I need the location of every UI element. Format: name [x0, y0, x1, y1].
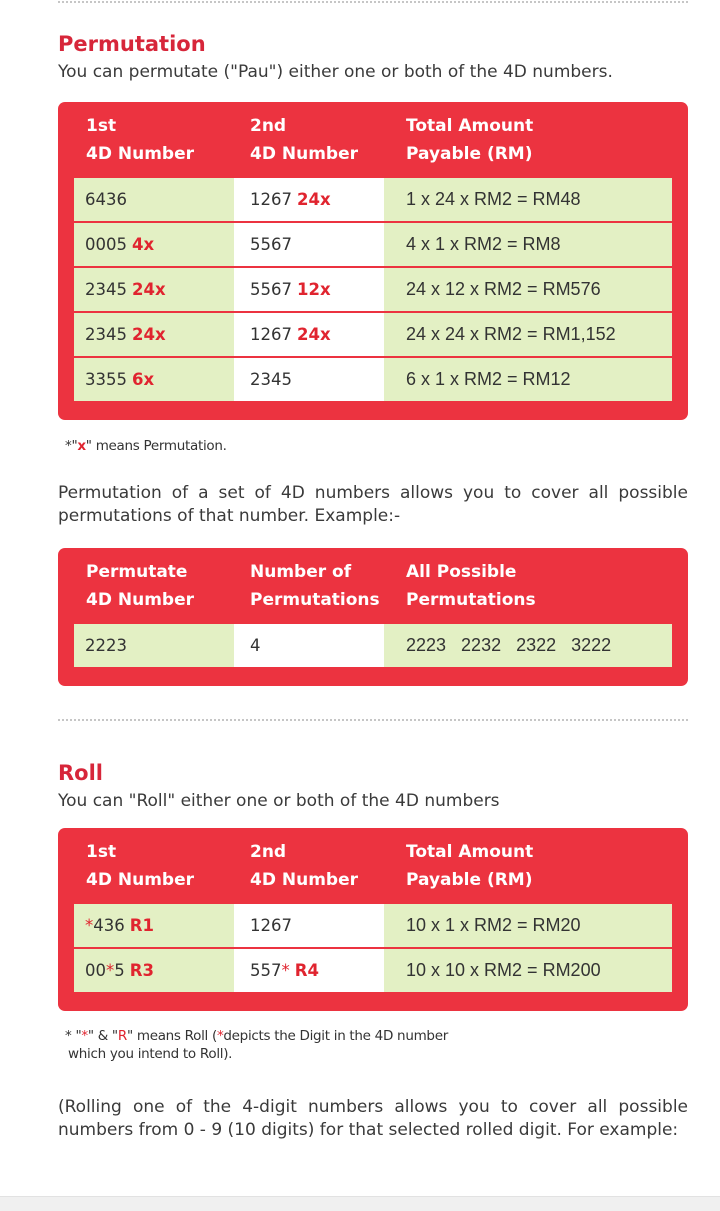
total-cell: 24 x 24 x RM2 = RM1,152	[384, 313, 672, 356]
total-cell: 10 x 1 x RM2 = RM20	[384, 904, 672, 947]
total-cell: 4 x 1 x RM2 = RM8	[384, 223, 672, 266]
permutation-example-table	[58, 548, 688, 686]
table-row	[74, 266, 672, 311]
roll-table	[58, 828, 688, 1011]
total-cell: 10 x 10 x RM2 = RM200	[384, 949, 672, 992]
permutate-number-cell: 2223	[74, 624, 234, 667]
second-number-cell: 1267	[234, 904, 384, 947]
table-header	[58, 102, 688, 178]
roll-explain: (Rolling one of the 4-digit numbers allows you to cover all possible numbers from 0 - 9 (10 digits) for that selected rolled digit. For example:	[58, 1097, 688, 1140]
table-row	[74, 624, 672, 667]
header-total: Total Amount Payable (RM)	[406, 842, 534, 890]
table-row	[74, 356, 672, 401]
section-divider	[58, 719, 688, 721]
permutation-note: *"x" means Permutation.	[65, 438, 227, 454]
table-header	[58, 828, 688, 904]
header-second: 2nd 4D Number	[250, 842, 358, 890]
first-number-cell: 6436	[74, 178, 234, 221]
roll-title: Roll	[58, 761, 103, 785]
table-header	[58, 548, 688, 624]
bottom-scroll-edge	[0, 1196, 720, 1211]
total-cell: 1 x 24 x RM2 = RM48	[384, 178, 672, 221]
roll-intro: You can "Roll" either one or both of the 4D numbers	[58, 791, 500, 811]
permutation-table	[58, 102, 688, 420]
header-all: All Possible Permutations	[406, 562, 536, 610]
first-number-cell: 0005 4x	[74, 223, 234, 266]
table-row	[74, 947, 672, 992]
second-number-cell: 1267 24x	[234, 178, 384, 221]
first-number-cell: 2345 24x	[74, 268, 234, 311]
header-total: Total Amount Payable (RM)	[406, 116, 534, 164]
top-divider	[58, 1, 688, 3]
table-row	[74, 904, 672, 947]
first-number-cell: 2345 24x	[74, 313, 234, 356]
table-row	[74, 311, 672, 356]
roll-note-line2: which you intend to Roll).	[68, 1046, 233, 1062]
header-first: 1st 4D Number	[86, 116, 194, 164]
first-number-cell: 3355 6x	[74, 358, 234, 401]
permutation-count-cell: 4	[234, 624, 384, 667]
table-row	[74, 178, 672, 221]
first-number-cell: 00 * 5 R3	[74, 949, 234, 992]
second-number-cell: 2345	[234, 358, 384, 401]
header-count: Number of Permutations	[250, 562, 380, 610]
total-cell: 6 x 1 x RM2 = RM12	[384, 358, 672, 401]
permutation-intro: You can permutate ("Pau") either one or both of the 4D numbers.	[58, 62, 613, 82]
header-second: 2nd 4D Number	[250, 116, 358, 164]
second-number-cell: 5567 12x	[234, 268, 384, 311]
second-number-cell: 1267 24x	[234, 313, 384, 356]
total-cell: 24 x 12 x RM2 = RM576	[384, 268, 672, 311]
all-permutations-cell: 2223 2232 2322 3222	[384, 624, 672, 667]
permutation-explain: Permutation of a set of 4D numbers allows you to cover all possible permutations of that number. Example:-	[58, 483, 688, 526]
roll-note	[65, 1027, 448, 1063]
second-number-cell: 557 * R4	[234, 949, 384, 992]
header-first: 1st 4D Number	[86, 842, 194, 890]
first-number-cell: * 436 R1	[74, 904, 234, 947]
table-row	[74, 221, 672, 266]
second-number-cell: 5567	[234, 223, 384, 266]
permutation-title: Permutation	[58, 32, 206, 56]
header-permutate: Permutate 4D Number	[86, 562, 194, 610]
roll-note-line1: * "*" & "R" means Roll (*depicts the Digit in the 4D number	[65, 1028, 448, 1044]
